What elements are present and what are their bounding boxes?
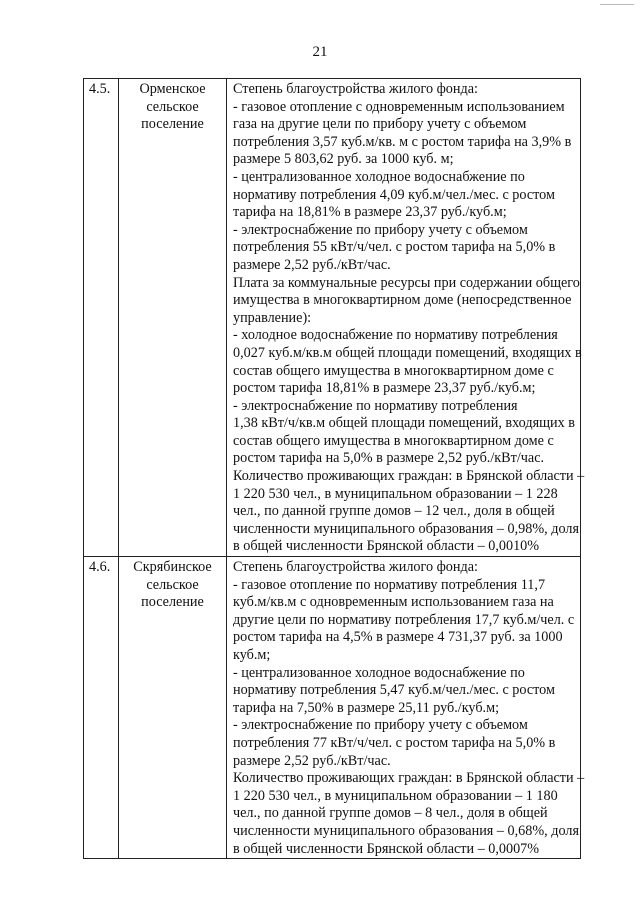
text-line: потребления 77 кВт/ч/чел. с ростом тарифа на 5,0% в: [233, 734, 556, 751]
text-line: состав общего имущества в многоквартирном доме с: [233, 362, 554, 379]
text-line: ростом тарифа на 4,5% в размере 4 731,37 руб. за 1000: [233, 629, 563, 646]
text-line: нормативу потребления 5,47 куб.м/чел./мес. с ростом: [233, 682, 555, 699]
text-line: куб.м;: [233, 647, 271, 663]
text-line: ростом тарифа на 5,0% в размере 2,52 руб./кВт/час.: [233, 450, 545, 467]
settlement-name-cell: [119, 557, 227, 859]
text-line: - электроснабжение по прибору учету с объемом: [233, 717, 528, 734]
text-line: ростом тарифа 18,81% в размере 23,37 руб./куб.м;: [233, 380, 536, 397]
settlement-name-lines: [121, 559, 224, 612]
text-line: поселение: [141, 594, 204, 611]
text-line: Скрябинское: [133, 559, 212, 576]
text-line: 0,027 куб.м/кв.м общей площади помещений, входящих в: [233, 344, 582, 361]
text-line: в общей численности Брянской области – 0,0010%: [233, 538, 540, 555]
text-line: численности муниципального образования – 0,98%, доля: [233, 520, 579, 537]
row-number: 4.5.: [84, 79, 119, 557]
settlement-name-lines: [121, 81, 224, 134]
text-line: Плата за коммунальные ресурсы при содержании общего: [233, 274, 580, 291]
text-line: размере 5 803,62 руб. за 1000 куб. м;: [233, 151, 454, 168]
text-line: Степень благоустройства жилого фонда:: [233, 81, 478, 97]
text-line: сельское: [146, 576, 199, 593]
table-row-4-6: [84, 557, 581, 859]
text-line: газа на другие цели по прибору учету с объемом: [233, 116, 527, 133]
text-line: Степень благоустройства жилого фонда:: [233, 559, 478, 576]
table-row-4-5: [84, 79, 581, 557]
text-line: нормативу потребления 4,09 куб.м/чел./мес. с ростом: [233, 186, 555, 203]
text-line: Количество проживающих граждан: в Брянской области –: [233, 468, 585, 485]
text-line: - централизованное холодное водоснабжение по: [233, 168, 525, 185]
text-line: куб.м/кв.м с одновременным использованием газа на: [233, 594, 554, 611]
text-line: другие цели по нормативу потребления 17,7 куб.м/чел. с: [233, 611, 575, 628]
text-line: - электроснабжение по прибору учету с объемом: [233, 221, 528, 238]
text-line: в общей численности Брянской области – 0,0007%: [233, 840, 540, 857]
page-number: 21: [312, 44, 328, 60]
text-line: состав общего имущества в многоквартирном доме с: [233, 432, 554, 449]
settlement-table: [83, 78, 585, 859]
description-cell: [227, 557, 585, 859]
text-line: потребления 55 кВт/ч/чел. с ростом тарифа на 5,0% в: [233, 239, 556, 256]
text-line: Количество проживающих граждан: в Брянской области –: [233, 770, 585, 787]
settlement-name-cell: [119, 79, 227, 557]
text-line: Орменское: [139, 81, 206, 97]
description-lines: [233, 81, 585, 556]
text-line: размере 2,52 руб./кВт/час.: [233, 256, 391, 273]
text-line: - электроснабжение по нормативу потребления: [233, 397, 518, 414]
text-line: потребления 3,57 куб.м/кв. м с ростом тарифа на 3,9% в: [233, 133, 572, 150]
text-line: 1,38 кВт/ч/кв.м общей площади помещений, входящих в: [233, 415, 575, 432]
text-line: размере 2,52 руб./кВт/час.: [233, 752, 391, 769]
text-line: тарифа на 7,50% в размере 25,11 руб./куб.м;: [233, 699, 500, 716]
text-line: - холодное водоснабжение по нормативу потребления: [233, 327, 558, 344]
text-line: имущества в многоквартирном доме (непосредственное: [233, 292, 572, 309]
text-line: чел., по данной группе домов – 8 чел., доля в общей: [233, 805, 548, 822]
row-number: 4.6.: [84, 557, 119, 859]
text-line: - газовое отопление с одновременным использованием: [233, 98, 565, 115]
description-lines: [233, 559, 585, 858]
text-line: 1 220 530 чел., в муниципальном образовании – 1 228: [233, 485, 558, 502]
text-line: - централизованное холодное водоснабжение по: [233, 664, 525, 681]
text-line: чел., по данной группе домов – 12 чел., доля в общей: [233, 503, 555, 520]
corner-scan-mark: [600, 4, 634, 5]
description-cell: [227, 79, 585, 557]
text-line: - газовое отопление по нормативу потребления 11,7: [233, 576, 546, 593]
text-line: управление):: [233, 309, 312, 326]
text-line: 1 220 530 чел., в муниципальном образовании – 1 180: [233, 787, 558, 804]
text-line: сельское: [146, 98, 199, 115]
text-line: тарифа на 18,81% в размере 23,37 руб./куб.м;: [233, 204, 507, 221]
text-line: поселение: [141, 116, 204, 133]
text-line: численности муниципального образования – 0,68%, доля: [233, 822, 579, 839]
